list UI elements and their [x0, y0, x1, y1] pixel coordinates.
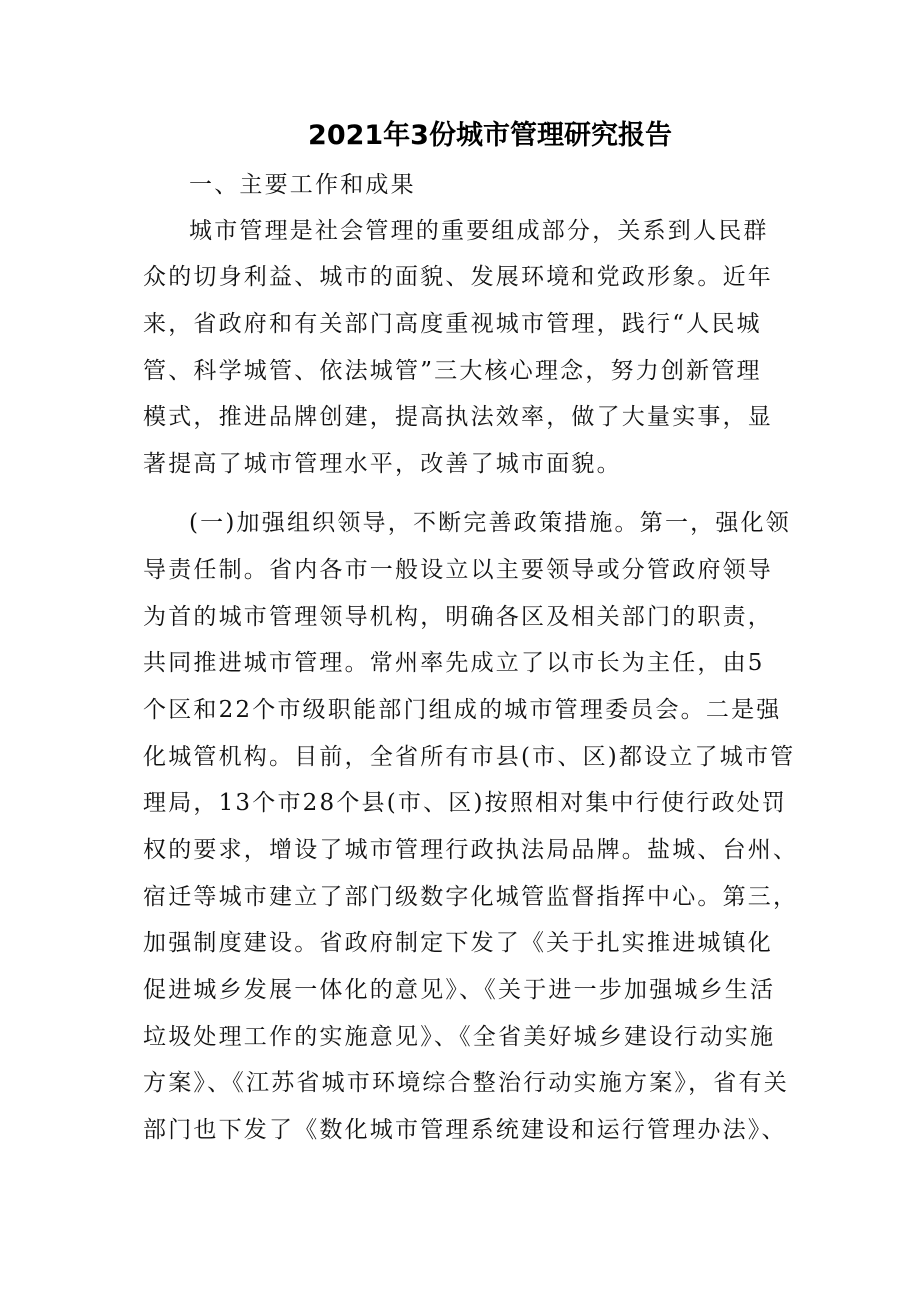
paragraph-line: 来，省政府和有关部门高度重视城市管理，践行“人民城 [143, 311, 762, 337]
paragraph-line: 方案》、《江苏省城市环境综合整治行动实施方案》，省有关 [143, 1070, 789, 1096]
paragraph-line: 加强制度建设。省政府制定下发了《关于扎实推进城镇化 [143, 930, 773, 956]
paragraph-line: 模式，推进品牌创建，提高执法效率，做了大量实事，显 [143, 404, 773, 430]
paragraph-line: 导责任制。省内各市一般设立以主要领导或分管政府领导 [143, 557, 773, 583]
paragraph-line: 促进城乡发展一体化的意见》、《关于进一步加强城乡生活 [143, 977, 776, 1003]
section-heading: 一、主要工作和成果 [189, 172, 416, 198]
paragraph-line: 部门也下发了《数化城市管理系统建设和运行管理办法》、 [143, 1117, 787, 1143]
paragraph-line: 管、科学城管、依法城管”三大核心理念，努力创新管理 [143, 358, 762, 384]
paragraph-line: 理局，13个市28个县(市、区)按照相对集中行使行政处罚 [143, 790, 788, 816]
paragraph-line: 共同推进城市管理。常州率先成立了以市长为主任，由5 [143, 650, 765, 676]
paragraph-line: 著提高了城市管理水平，改善了城市面貌。 [143, 451, 622, 477]
paragraph-line: 众的切身利益、城市的面貌、发展环境和党政形象。近年 [143, 264, 773, 290]
paragraph-line: (一)加强组织领导，不断完善政策措施。第一，强化领 [189, 510, 791, 536]
paragraph-line: 垃圾处理工作的实施意见》、《全省美好城乡建设行动实施 [143, 1024, 776, 1050]
paragraph-line: 为首的城市管理领导机构，明确各区及相关部门的职责， [143, 604, 773, 630]
paragraph-line: 城市管理是社会管理的重要组成部分，关系到人民群 [189, 218, 769, 244]
paragraph-line: 宿迁等城市建立了部门级数字化城管监督指挥中心。第三， [143, 884, 799, 910]
paragraph-line: 权的要求，增设了城市管理行政执法局品牌。盐城、台州、 [143, 837, 799, 863]
paragraph-line: 个区和22个市级职能部门组成的城市管理委员会。二是强 [143, 697, 782, 723]
document-title: 2021年3份城市管理研究报告 [308, 120, 672, 151]
paragraph-line: 化城管机构。目前，全省所有市县(市、区)都设立了城市管 [143, 744, 796, 770]
